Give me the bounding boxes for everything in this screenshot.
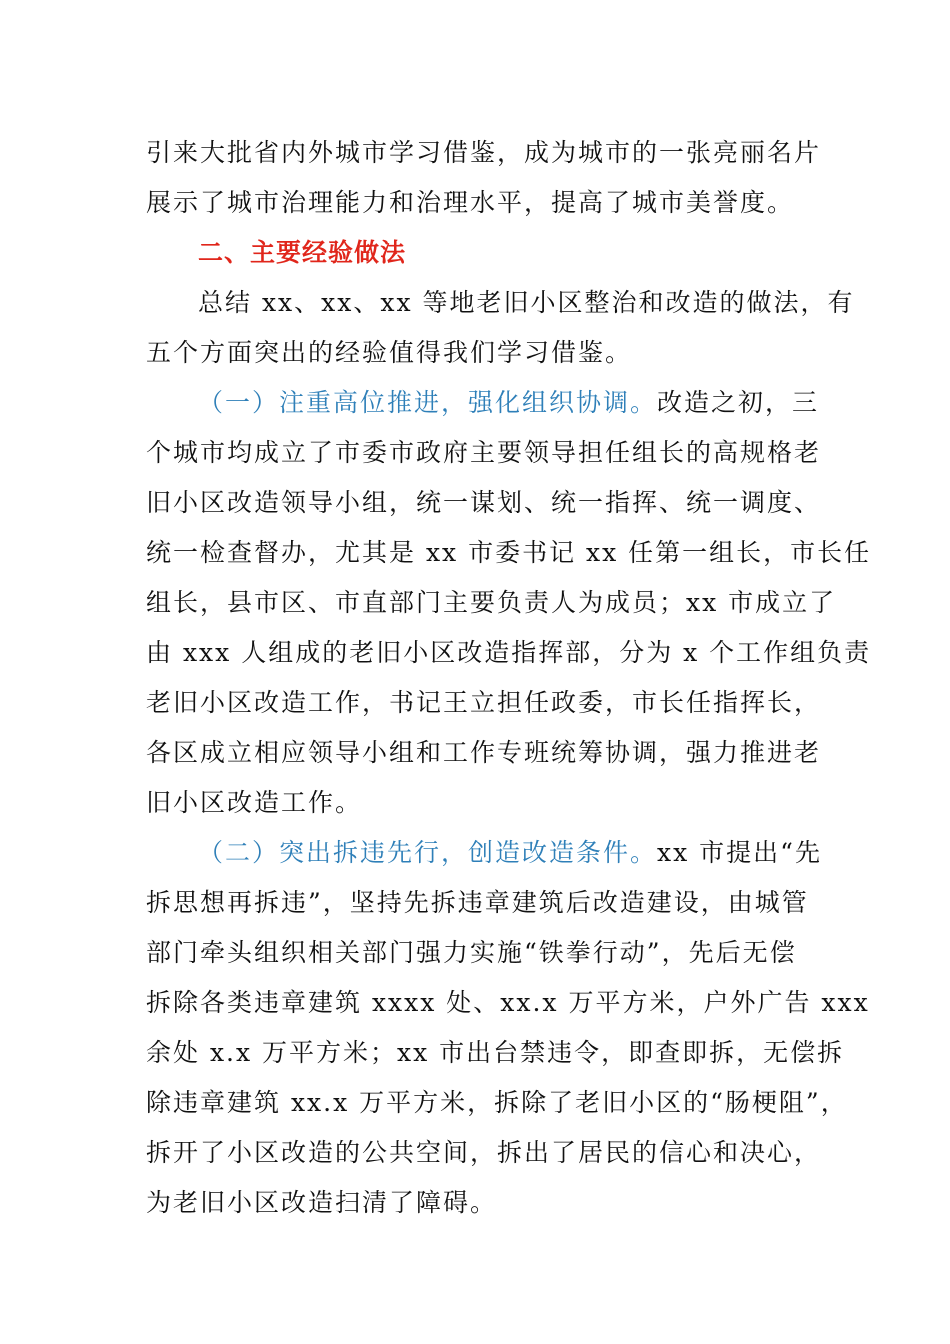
body-line: 拆除各类违章建筑 xxxx 处、xx.x 万平方米，户外广告 xxx bbox=[146, 988, 870, 1017]
body-line: 总结 xx、xx、xx 等地老旧小区整治和改造的做法，有 bbox=[198, 288, 855, 317]
body-text: 改造之初，三 bbox=[657, 388, 820, 417]
body-line: 余处 x.x 万平方米；xx 市出台禁违令，即查即拆，无偿拆 bbox=[146, 1038, 845, 1067]
body-line: 旧小区改造工作。 bbox=[146, 788, 363, 817]
body-line: 由 xxx 人组成的老旧小区改造指挥部，分为 x 个工作组负责 bbox=[146, 638, 872, 667]
body-line: 老旧小区改造工作，书记王立担任政委，市长任指挥长， bbox=[146, 688, 822, 717]
body-line: 统一检查督办，尤其是 xx 市委书记 xx 任第一组长，市长任 bbox=[146, 538, 872, 567]
section-heading: 二、主要经验做法 bbox=[198, 238, 407, 267]
body-line: 除违章建筑 xx.x 万平方米，拆除了老旧小区的“肠梗阻”， bbox=[146, 1088, 848, 1117]
body-line: 个城市均成立了市委市政府主要领导担任组长的高规格老 bbox=[146, 438, 822, 467]
body-line: 为老旧小区改造扫清了障碍。 bbox=[146, 1188, 498, 1217]
subsection-1-heading: （一）注重高位推进，强化组织协调。 bbox=[198, 388, 658, 417]
body-line: 拆思想再拆违”，坚持先拆违章建筑后改造建设，由城管 bbox=[146, 888, 809, 917]
document-body bbox=[146, 128, 872, 1228]
body-line: 旧小区改造领导小组，统一谋划、统一指挥、统一调度、 bbox=[146, 488, 822, 517]
body-line: 引来大批省内外城市学习借鉴，成为城市的一张亮丽名片 bbox=[146, 138, 822, 167]
subsection-2-heading: （二）突出拆违先行，创造改造条件。 bbox=[198, 838, 658, 867]
subsection-1-first-line bbox=[146, 378, 820, 428]
body-line: 五个方面突出的经验值得我们学习借鉴。 bbox=[146, 338, 633, 367]
subsection-2-first-line bbox=[146, 828, 822, 878]
body-line: 各区成立相应领导小组和工作专班统筹协调，强力推进老 bbox=[146, 738, 822, 767]
body-line: 组长，县市区、市直部门主要负责人为成员；xx 市成立了 bbox=[146, 588, 837, 617]
body-text: xx 市提出“先 bbox=[657, 838, 822, 867]
body-line: 展示了城市治理能力和治理水平，提高了城市美誉度。 bbox=[146, 188, 795, 217]
body-line: 拆开了小区改造的公共空间，拆出了居民的信心和决心， bbox=[146, 1138, 822, 1167]
body-line: 部门牵头组织相关部门强力实施“铁拳行动”，先后无偿 bbox=[146, 938, 797, 967]
